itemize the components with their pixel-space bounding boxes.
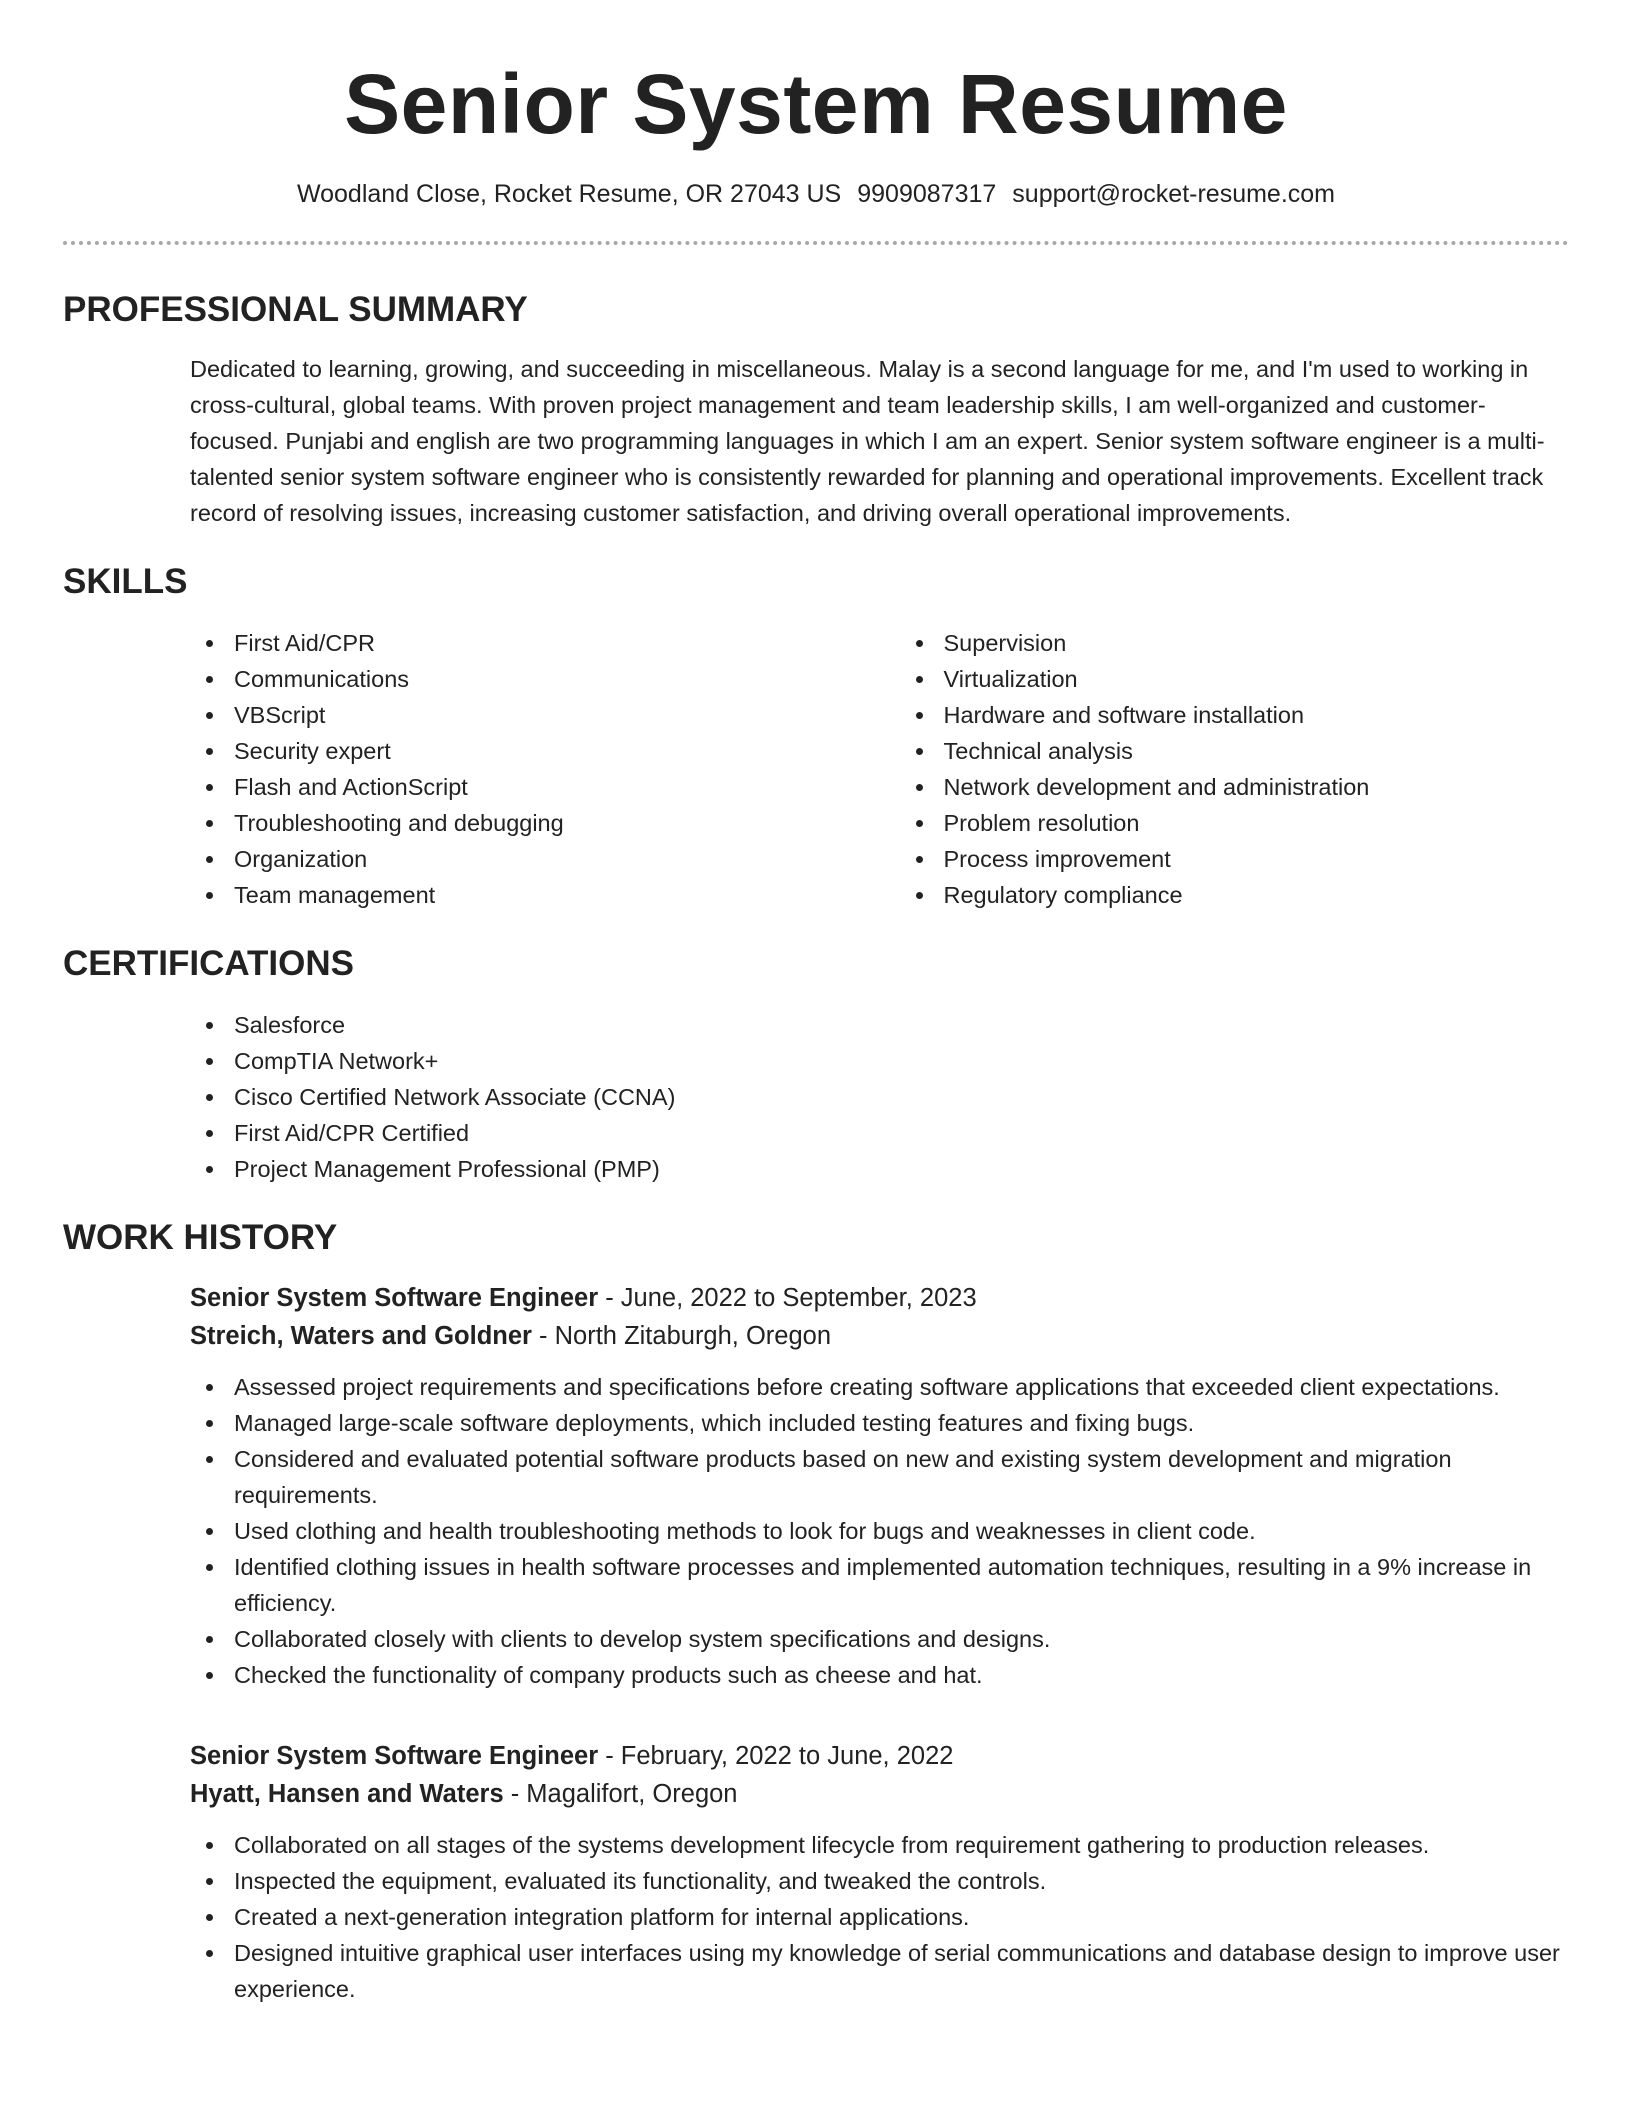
summary-section (63, 289, 1569, 531)
job-entry (190, 1737, 1569, 2007)
list-item: Virtualization (900, 661, 1570, 697)
job-location: - Magalifort, Oregon (503, 1780, 738, 1809)
certifications-title: CERTIFICATIONS (63, 944, 355, 984)
list-item: Checked the functionality of company products such as cheese and hat. (190, 1657, 1569, 1693)
list-item: Created a next-generation integration platform for internal applications. (190, 1899, 1569, 1935)
list-item: Assessed project requirements and specifications before creating software applications that exceeded client expectations. (190, 1369, 1569, 1405)
summary-body (63, 351, 1569, 531)
list-item: Team management (190, 877, 860, 913)
list-item: Troubleshooting and debugging (190, 805, 860, 841)
list-item: CompTIA Network+ (190, 1043, 1569, 1079)
contact-line (63, 180, 1569, 209)
job-title-line (190, 1737, 1569, 1775)
list-item: Communications (190, 661, 860, 697)
skills-title: SKILLS (63, 562, 188, 602)
list-item: Network development and administration (900, 769, 1570, 805)
list-item: VBScript (190, 697, 860, 733)
skills-list-right (900, 625, 1570, 913)
job-title-line (190, 1279, 1569, 1317)
list-item: First Aid/CPR (190, 625, 860, 661)
contact-address: Woodland Close, Rocket Resume, OR 27043 US (296, 180, 842, 209)
list-item: Identified clothing issues in health software processes and implemented automation techniques, resulting in a 9% increase in efficiency. (190, 1549, 1569, 1621)
list-item: Used clothing and health troubleshooting methods to look for bugs and weaknesses in client code. (190, 1513, 1569, 1549)
contact-email: support@rocket-resume.com (1012, 180, 1336, 209)
job-location: - North Zitaburgh, Oregon (531, 1322, 832, 1351)
job-dates: - June, 2022 to September, 2023 (598, 1284, 977, 1313)
list-item: Process improvement (900, 841, 1570, 877)
list-item: Collaborated on all stages of the systems development lifecycle from requirement gathering to production releases. (190, 1827, 1569, 1863)
job-company-line (190, 1317, 1569, 1355)
list-item: Technical analysis (900, 733, 1570, 769)
certifications-body (63, 1007, 1569, 1187)
list-item: Considered and evaluated potential software products based on new and existing system development and migration requirements. (190, 1441, 1569, 1513)
job-role: Senior System Software Engineer (190, 1284, 599, 1313)
list-item: First Aid/CPR Certified (190, 1115, 1569, 1151)
work-history-title: WORK HISTORY (63, 1218, 338, 1258)
list-item: Salesforce (190, 1007, 1569, 1043)
job-company: Hyatt, Hansen and Waters (190, 1780, 504, 1809)
job-role: Senior System Software Engineer (190, 1742, 599, 1771)
skills-section (63, 561, 1569, 913)
job-entry (190, 1279, 1569, 1693)
header-divider (63, 241, 1569, 245)
list-item: Flash and ActionScript (190, 769, 860, 805)
work-history-section (63, 1217, 1569, 2007)
list-item: Organization (190, 841, 860, 877)
certifications-section (63, 943, 1569, 1187)
contact-phone: 9909087317 (857, 180, 997, 209)
list-item: Problem resolution (900, 805, 1570, 841)
job-dates: - February, 2022 to June, 2022 (598, 1742, 954, 1771)
list-item: Collaborated closely with clients to develop system specifications and designs. (190, 1621, 1569, 1657)
list-item: Inspected the equipment, evaluated its functionality, and tweaked the controls. (190, 1863, 1569, 1899)
skills-list-left (190, 625, 860, 913)
list-item: Managed large-scale software deployments, which included testing features and fixing bugs. (190, 1405, 1569, 1441)
summary-title: PROFESSIONAL SUMMARY (63, 290, 528, 330)
list-item: Regulatory compliance (900, 877, 1570, 913)
list-item: Cisco Certified Network Associate (CCNA) (190, 1079, 1569, 1115)
job-duties (190, 1369, 1569, 1693)
job-company: Streich, Waters and Goldner (190, 1322, 532, 1351)
skills-grid (63, 625, 1569, 913)
list-item: Designed intuitive graphical user interfaces using my knowledge of serial communications and database design to improve user experience. (190, 1935, 1569, 2007)
candidate-name: Senior System Resume (344, 57, 1288, 151)
list-item: Hardware and software installation (900, 697, 1570, 733)
list-item: Supervision (900, 625, 1570, 661)
list-item: Security expert (190, 733, 860, 769)
certifications-list (190, 1007, 1569, 1187)
list-item: Project Management Professional (PMP) (190, 1151, 1569, 1187)
job-company-line (190, 1775, 1569, 1813)
resume-header (63, 0, 1569, 245)
job-duties (190, 1827, 1569, 2007)
work-history-body (63, 1279, 1569, 2007)
summary-text: Dedicated to learning, growing, and succeeding in miscellaneous. Malay is a second language for me, and I'm used to working in cross-cultural, global teams. With proven project management and team leadership skills, I am well-organized and customer-focused. Punjabi and english are two programming languages in which I am an expert. Senior system software engineer is a multi-talented senior system software engineer who is consistently rewarded for planning and operational improvements. Excellent track record of resolving issues, increasing customer satisfaction, and driving overall operational improvements. (190, 356, 1545, 527)
